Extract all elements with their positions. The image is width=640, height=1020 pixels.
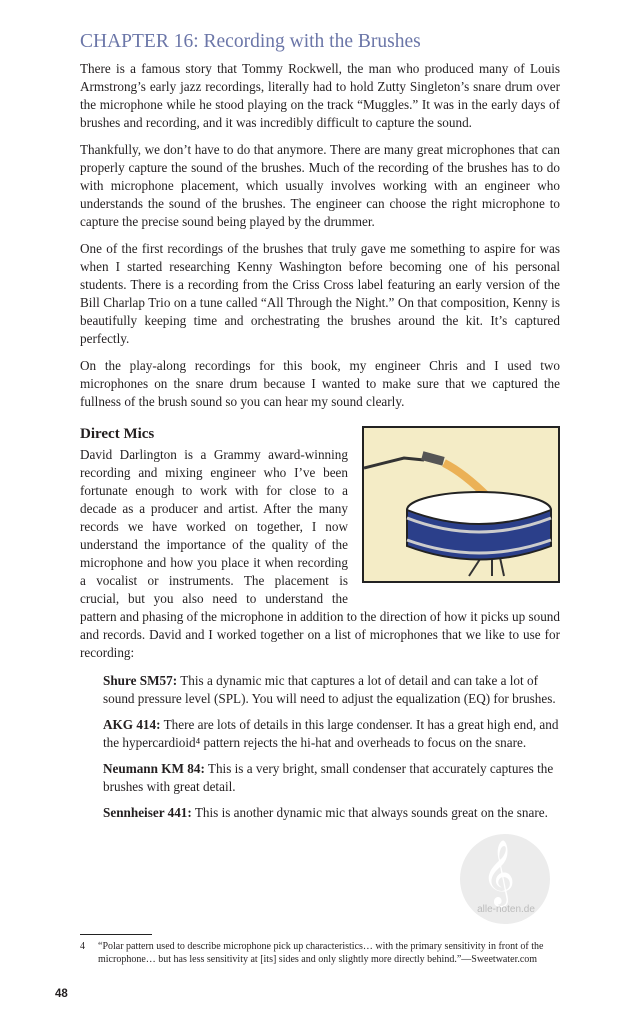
footnote-number: 4	[80, 941, 85, 952]
mic-item-neumann	[103, 760, 560, 796]
mic-description: This is a very bright, small condenser that accurately captures the brushes with great detail.	[103, 761, 554, 794]
mic-list	[103, 672, 560, 830]
mic-name: Neumann KM 84:	[103, 761, 205, 776]
mic-item-shure	[103, 672, 560, 708]
page-footer	[55, 924, 560, 1000]
section-heading: Direct Mics	[80, 426, 155, 442]
treble-clef-icon: 𝄞	[482, 840, 516, 905]
page-number: 48	[55, 988, 68, 1000]
watermark-logo	[460, 834, 550, 924]
chapter-title: CHAPTER 16: Recording with the Brushes	[80, 31, 421, 52]
mic-description: This is another dynamic mic that always sounds great on the snare.	[191, 805, 548, 820]
mic-name: Sennheiser 441:	[103, 805, 192, 820]
watermark-text: alle-noten.de	[477, 904, 535, 915]
snare-drum-illustration	[362, 426, 560, 583]
mic-name: AKG 414:	[103, 717, 161, 732]
snare-drum-icon	[364, 428, 558, 581]
footnote	[80, 940, 560, 966]
paragraph-2: Thankfully, we don’t have to do that anymore. There are many great microphones that can properly capture the sound of the brushes. Much of the recording of the brushes has to do with microphone placement, which usually involves working with an engineer who understands the sound of the brushes. The engineer can choose the right microphone to capture the precise sound being played by the drummer.	[80, 142, 560, 229]
mic-description: There are lots of details in this large condenser. It has a great high end, and the hypercardioid⁴ pattern rejects the hi-hat and overheads to focus on the snare.	[103, 717, 559, 750]
paragraph-3: One of the first recordings of the brushes that truly gave me something to aspire for was when I started researching Kenny Washington before becoming one of his personal students. There is a recording from the Criss Cross label featuring an early version of the Bill Charlap Trio on a tune called “All Through the Night.” On that composition, Kenny is beautifully keeping time and orchestrating the brushes around the kit. It’s captured perfectly.	[80, 241, 560, 346]
direct-mics-section	[80, 424, 560, 662]
mic-item-sennheiser	[103, 804, 560, 822]
footnote-text: “Polar pattern used to describe microphone pick up characteristics… with the primary sensitivity in front of the microphone… but has less sensitivity at [its] sides and only slightly more directly behind.”—Sweetwater.com	[98, 941, 544, 965]
footnote-divider	[80, 934, 152, 935]
paragraph-1: There is a famous story that Tommy Rockwell, the man who produced many of Louis Armstrong’s early jazz recordings, literally had to hold Zutty Singleton’s snare drum over the microphone while he stood playing on the track “Muggles.” It was in the early days of brushes and recording, and it was incredibly difficult to capture the sound.	[80, 61, 560, 130]
paragraph-4: On the play-along recordings for this book, my engineer Chris and I used two microphones on the snare drum because I wanted to make sure that we captured the fullness of the brush sound so you can hear my sound clearly.	[80, 358, 560, 409]
mic-item-akg	[103, 716, 560, 752]
section-text: David Darlington is a Grammy award-winning recording and mixing engineer who I’ve been fortunate enough to work with for close to a decade as a producer and artist. After the many records we have worked on together, I now understand the importance of the quality of the microphone and how you place it when recording a vocalist or instruments. The placement is crucial, but you also need to understand the pattern and phasing of the microphone in addition to the direction of how it picks up sound and records. David and I worked together on a list of microphones that we like to use for recording:	[80, 447, 560, 660]
mic-description: This a dynamic mic that captures a lot of detail and can take a lot of sound pressure level (SPL). You will need to adjust the equalization (EQ) for brushes.	[103, 673, 556, 706]
mic-name: Shure SM57:	[103, 673, 178, 688]
